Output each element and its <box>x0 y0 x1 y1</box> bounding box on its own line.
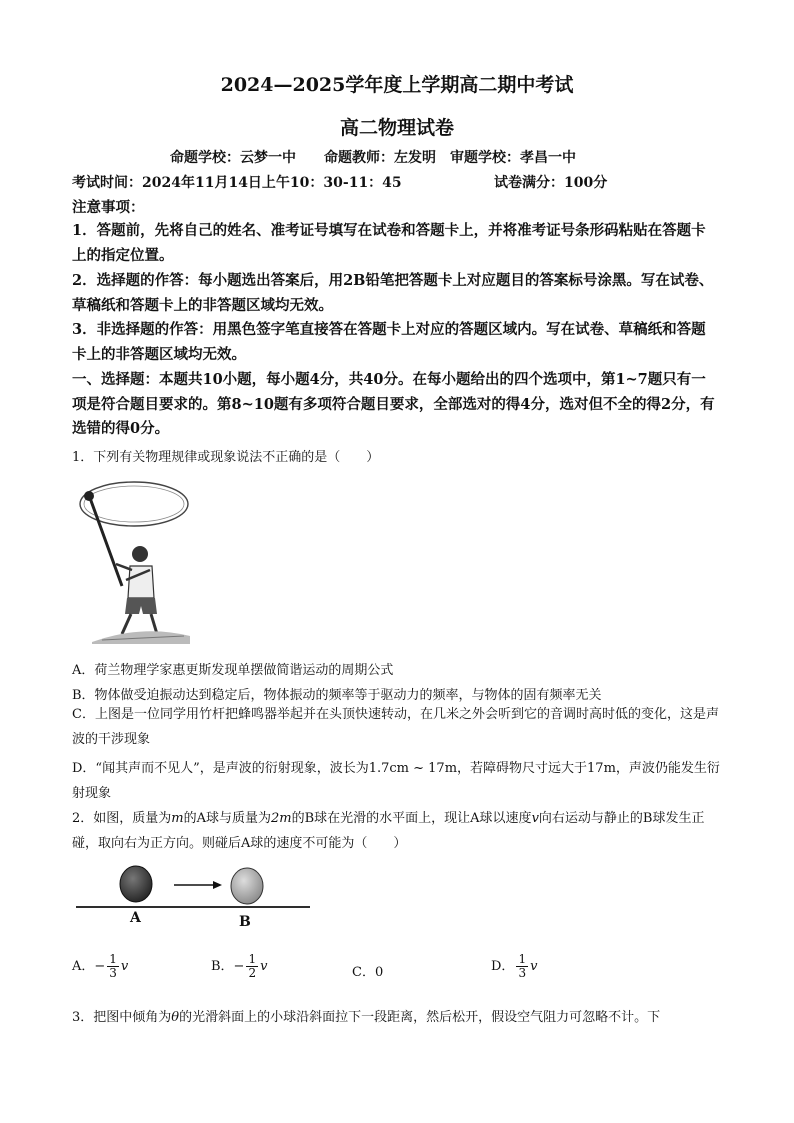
q2-option-c: C．0 <box>352 965 384 980</box>
q2-option-a-prefix: A．− <box>72 959 106 974</box>
q2-stem-rest: 向右运动与静止的B球发生正碰，取向右为正方向。则碰后A球的速度不可能为（ ） <box>72 811 705 851</box>
velocity-symbol: v <box>530 959 538 974</box>
notice-heading: 注意事项： <box>72 199 145 216</box>
q3-stem <box>72 1006 660 1025</box>
notice-item-1: 1．答题前，先将自己的姓名、准考证号填写在试卷和答题卡上，并将准考证号条形码粘贴在答题卡上的指定位置。 <box>72 222 706 264</box>
fraction-numerator: 1 <box>109 952 117 966</box>
q1-stem: 1．下列有关物理规律或现象说法不正确的是（ ） <box>72 450 380 465</box>
ball-b <box>231 868 263 904</box>
fraction <box>516 953 528 980</box>
q2-stem-prefix: 2．如图，质量为 <box>72 811 172 826</box>
ball-a <box>120 866 152 902</box>
velocity-symbol: v <box>120 959 129 974</box>
fraction <box>246 953 258 980</box>
velocity-symbol: v <box>260 959 268 974</box>
ball-b-label: B <box>239 914 251 930</box>
notice-item-3: 3．非选择题的作答：用黑色签字笔直接答在答题卡上对应的答题区域内。写在试卷、草稿纸和答题卡上的非答题区域均无效。 <box>72 321 706 363</box>
notice-item-2: 2．选择题的作答：每小题选出答案后，用2B铅笔把答题卡上对应题目的答案标号涂黑。写在试卷、草稿纸和答题卡上的非答题区域均无效。 <box>72 272 714 314</box>
q2-option-b-prefix: B．− <box>211 959 245 974</box>
paper-subtitle: 高二物理试卷 <box>339 117 454 139</box>
exam-title: 2024—2025学年度上学期高二期中考试 <box>220 74 574 96</box>
q3-theta: θ <box>171 1010 180 1025</box>
authors-line: 命题学校：云梦一中 命题教师：左发明 审题学校：孝昌一中 <box>170 150 576 166</box>
fraction-denominator: 3 <box>518 966 527 980</box>
boy-spinning-buzzer-illustration <box>72 476 192 644</box>
exam-time: 考试时间：2024年11月14日上午10：30-11：45 <box>72 175 402 191</box>
q2-option-b <box>211 953 267 980</box>
q1-option-b: B．物体做受迫振动达到稳定后，物体振动的频率等于驱动力的频率，与物体的固有频率无关 <box>72 688 602 703</box>
q1-option-d: D．“闻其声而不见人”，是声波的衍射现象，波长为1.7cm ~ 17m，若障碍物尺寸远大于17m，声波仍能发生衍射现象 <box>72 761 720 801</box>
q1-option-a: A．荷兰物理学家惠更斯发现单摆做简谐运动的周期公式 <box>72 663 394 678</box>
full-score: 试卷满分：100分 <box>494 175 608 191</box>
q1-option-c: C．上图是一位同学用竹杆把蜂鸣器举起并在头顶快速转动，在几米之外会听到它的音调时高时低的变化，这是声波的干涉现象 <box>72 707 719 747</box>
q3-stem-rest: 的光滑斜面上的小球沿斜面拉下一段距离，然后松开，假设空气阻力可忽略不计。下 <box>179 1010 661 1025</box>
fraction-denominator: 2 <box>248 966 257 980</box>
fraction-numerator: 1 <box>518 952 527 966</box>
q2-option-a <box>72 953 128 980</box>
section-intro: 一、选择题：本题共10小题，每小题4分，共40分。在每小题给出的四个选项中，第1~7题只有一项是符合题目要求的。第8~10题有多项符合题目要求，全部选对的得4分，选对但不全的得2分，有选错的得0分。 <box>72 371 715 437</box>
q2-option-d <box>491 953 537 980</box>
fraction-denominator: 3 <box>109 966 117 980</box>
q2-mass-m: m <box>171 811 184 826</box>
fraction-numerator: 1 <box>248 952 257 966</box>
q2-velocity-v: v <box>531 811 539 826</box>
q2-stem-mid2: 的B球在光滑的水平面上，现让A球以速度 <box>291 811 532 826</box>
collision-diagram <box>76 862 312 934</box>
q2-stem <box>72 807 722 856</box>
q2-option-d-prefix: D． <box>491 959 515 974</box>
q2-mass-2m: 2m <box>271 811 292 826</box>
q2-stem-mid1: 的A球与质量为 <box>183 811 271 826</box>
ball-a-label: A <box>130 910 141 926</box>
fraction <box>107 953 119 980</box>
q3-stem-prefix: 3．把图中倾角为 <box>72 1010 172 1025</box>
